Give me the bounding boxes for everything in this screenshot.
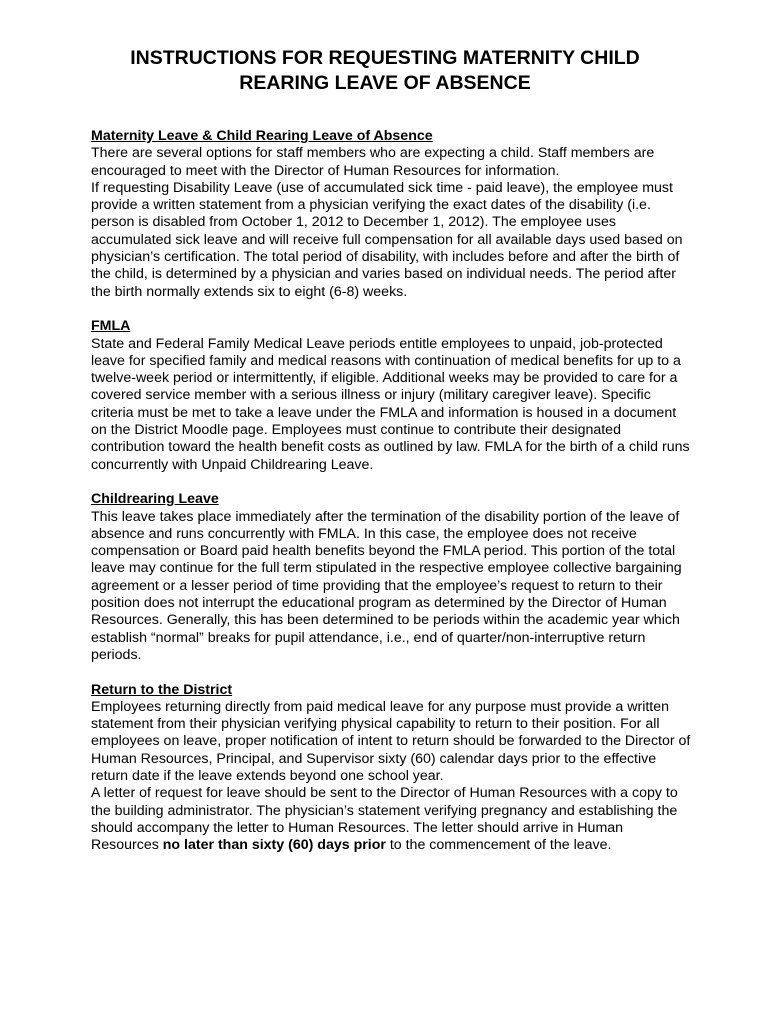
section-maternity bbox=[91, 128, 691, 301]
paragraph-return-letter bbox=[91, 785, 691, 854]
paragraph-maternity-options: There are several options for staff members who are expecting a child. Staff members are encouraged to meet with the Director of Human Resources for information. bbox=[91, 145, 655, 179]
section-heading-fmla: FMLA bbox=[91, 318, 131, 335]
return-letter-text-end: to the commencement of the leave. bbox=[385, 837, 612, 854]
section-heading-maternity: Maternity Leave & Child Rearing Leave of Absence bbox=[91, 128, 433, 144]
document-title bbox=[80, 46, 690, 96]
section-heading-childrearing: Childrearing Leave bbox=[91, 491, 219, 508]
section-return bbox=[91, 682, 691, 855]
paragraph-fmla: State and Federal Family Medical Leave periods entitle employees to unpaid, job-protected leave for specified family and medical reasons with continuation of medical benefits for up to a twelve-week period or intermittently, if eligible. Additional weeks may be provided to care for a covered service member with a serious illness or injury (military caregiver leave). Specific criteria must be met to take a leave under the FMLA and information is housed in a document on the District Moodle page. Employees must continue to contribute their designated contribution toward the health benefit costs as outlined by law. FMLA for the birth of a child runs concurrently with Unpaid Childrearing Leave. bbox=[91, 335, 690, 473]
return-deadline-emphasis: no later than sixty (60) days prior bbox=[162, 837, 386, 854]
section-fmla bbox=[91, 318, 691, 474]
section-childrearing bbox=[91, 491, 691, 664]
paragraph-return-notification: Employees returning directly from paid medical leave for any purpose must provide a written statement from their physician verifying physical capability to return to their position. For all employees on leave, proper notification of intent to return should be forwarded to the Director of Human Resources, Principal, and Supervisor sixty (60) calendar days prior to the effective return date if the leave extends beyond one school year. bbox=[91, 698, 691, 784]
paragraph-maternity-disability: If requesting Disability Leave (use of accumulated sick time - paid leave), the employee must provide a written statement from a physician verifying the exact dates of the disability (i.e. person is disabled from October 1, 2012 to December 1, 2012). The employee uses accumulated sick leave and will receive full compensation for all available days used based on physician’s certification. The total period of disability, with includes before and after the birth of the child, is determined by a physician and varies based on individual needs. The period after the birth normally extends six to eight (6-8) weeks. bbox=[91, 179, 683, 300]
section-heading-return: Return to the District bbox=[91, 681, 233, 698]
paragraph-childrearing: This leave takes place immediately after the termination of the disability portion of the leave of absence and runs concurrently with FMLA. In this case, the employee does not receive compensation or Board paid health benefits beyond the FMLA period. This portion of the total leave may continue for the full term stipulated in the respective employee collective bargaining agreement or a lesser period of time providing that the employee’s request to return to their position does not interrupt the educational program as determined by the Director of Human Resources. Generally, this has been determined to be periods within the academic year which establish “normal” breaks for pupil attendance, i.e., end of quarter/non-interruptive return periods. bbox=[91, 508, 682, 663]
title-line-2: REARING LEAVE OF ABSENCE bbox=[239, 72, 531, 94]
return-letter-text-start: A letter of request for leave should be sent to the Director of Human Resources with a copy to the building administrator. The physician’s statement verifying pregnancy and establishing the should accompany the letter to Human Resources. The letter should arrive in Human Resources bbox=[91, 785, 678, 854]
title-line-1: INSTRUCTIONS FOR REQUESTING MATERNITY CHILD bbox=[130, 47, 640, 69]
document-body bbox=[91, 128, 691, 872]
